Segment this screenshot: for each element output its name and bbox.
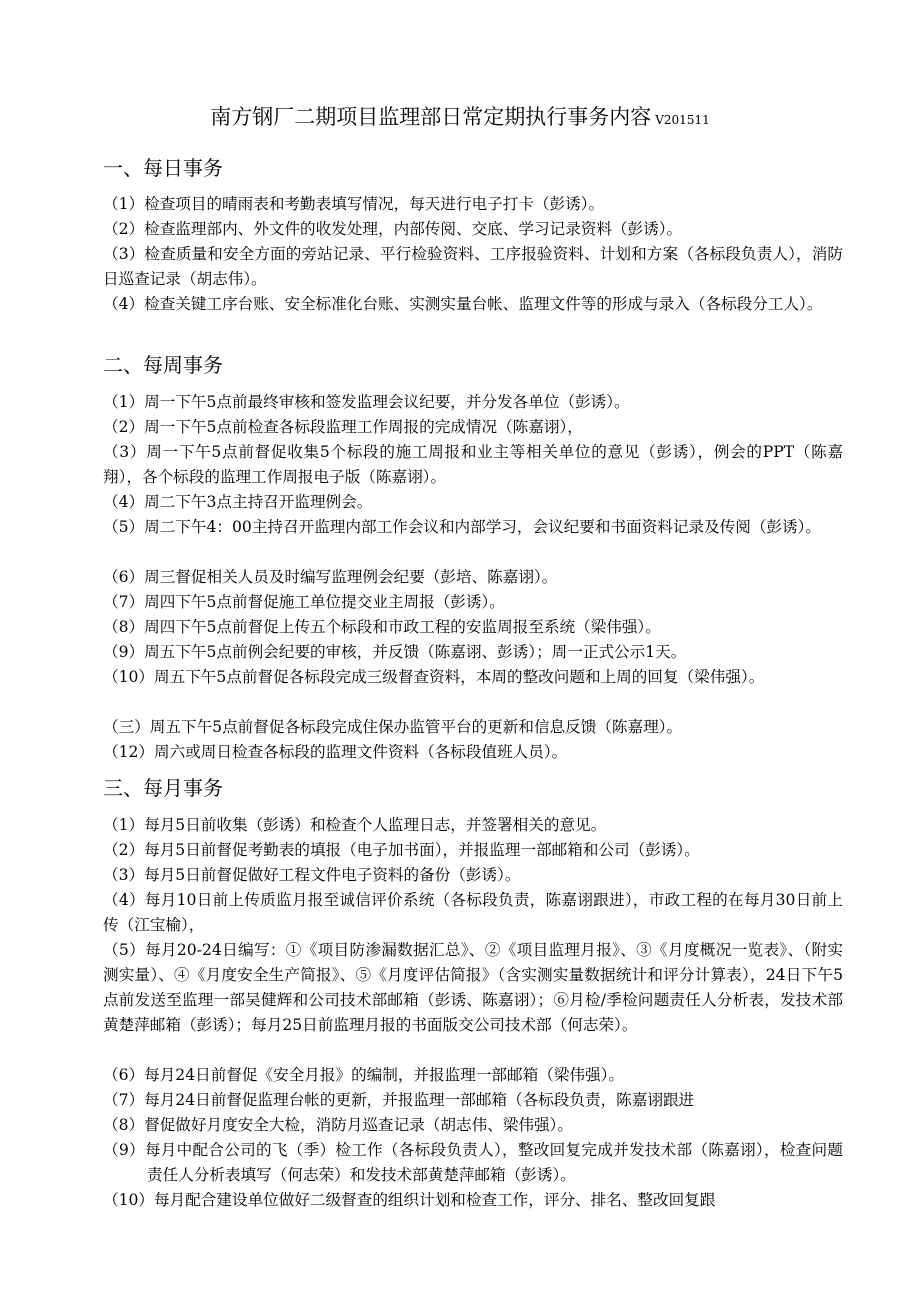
- monthly-item: （6）每月24日前督促《安全月报》的编制，并报监理一部邮箱（梁伟强）。: [103, 1066, 624, 1084]
- section-heading-daily: 一、每日事务: [103, 156, 223, 180]
- monthly-item: （10）每月配合建设单位做好二级督查的组织计划和检查工作，评分、排名、整改回复跟: [103, 1191, 716, 1209]
- weekly-item: （5）周二下午4：00主持召开监理内部工作会议和内部学习，会议纪要和书面资料记录及传阅（彭诱）。: [103, 518, 822, 536]
- version-label: V201511: [655, 113, 710, 127]
- weekly-item: （三）周五下午5点前督促各标段完成住保办监管平台的更新和信息反馈（陈嘉理）。: [103, 718, 683, 736]
- weekly-item: （4）周二下午3点主持召开监理例会。: [103, 493, 373, 511]
- daily-item: （1）检查项目的晴雨表和考勤表填写情况，每天进行电子打卡（彭诱）。: [103, 195, 605, 213]
- daily-item: （3）检查质量和安全方面的旁站记录、平行检验资料、工序报验资料、计划和方案（各标段负责人），消防日巡查记录（胡志伟）。: [103, 245, 843, 288]
- monthly-item: （7）每月24日前督促监理台帐的更新，并报监理一部邮箱（各标段负责，陈嘉诩跟进: [103, 1091, 695, 1109]
- weekly-item: （7）周四下午5点前督促施工单位提交业主周报（彭诱）。: [103, 593, 505, 611]
- section-heading-monthly: 三、每月事务: [103, 776, 223, 800]
- weekly-item: （2）周一下午5点前检查各标段监理工作周报的完成情况（陈嘉诩），: [103, 418, 583, 436]
- weekly-item: （6）周三督促相关人员及时编写监理例会纪要（彭培、陈嘉诩）。: [103, 568, 558, 586]
- daily-item: （2）检查监理部内、外文件的收发处理，内部传阅、交底、学习记录资料（彭诱）。: [103, 220, 683, 238]
- document-title: [0, 102, 920, 135]
- weekly-item: （9）周五下午5点前例会纪要的审核，并反馈（陈嘉诩、彭诱）；周一正式公示1天。: [103, 643, 687, 661]
- weekly-item: （8）周四下午5点前督促上传五个标段和市政工程的安监周报至系统（梁伟强）。: [103, 618, 661, 636]
- monthly-item: （9）每月中配合公司的飞（季）检工作（各标段负责人），整改回复完成并发技术部（陈嘉诩），检查问题责任人分析表填写（何志荣）和发技术部黄楚萍邮箱（彭诱）。: [103, 1141, 843, 1184]
- monthly-item: （2）每月5日前督促考勤表的填报（电子加书面），并报监理一部邮箱和公司（彭诱）。: [103, 841, 700, 859]
- monthly-item: （8）督促做好月度安全大检，消防月巡查记录（胡志伟、梁伟强）。: [103, 1116, 573, 1134]
- section-heading-weekly: 二、每周事务: [103, 353, 223, 377]
- weekly-item: （12）周六或周日检查各标段的监理文件资料（各标段值班人员）。: [103, 743, 568, 761]
- monthly-item: （1）每月5日前收集（彭诱）和检查个人监理日志，并签署相关的意见。: [103, 816, 607, 834]
- weekly-item: （3）周一下午5点前督促收集5个标段的施工周报和业主等相关单位的意见（彭诱），例会的PPT（陈嘉翔），各个标段的监理工作周报电子版（陈嘉诩）。: [103, 443, 843, 486]
- daily-item: （4）检查关键工序台账、安全标准化台账、实测实量台帐、监理文件等的形成与录入（各标段分工人）。: [103, 295, 823, 313]
- monthly-item: （3）每月5日前督促做好工程文件电子资料的备份（彭诱）。: [103, 866, 521, 884]
- monthly-item: （5）每月20-24日编写：①《项目防渗漏数据汇总》、②《项目监理月报》、③《月度概况一览表》、（附实测实量）、④《月度安全生产简报》、⑤《月度评估简报》（含实测实量数据统计和评分计算表），24日下午5点前发送至监理一部吴健辉和公司技术部邮箱（彭诱、陈嘉诩）；⑥月检/季检问题责任人分析表，发技术部黄楚萍邮箱（彭诱）；每月25日前监理月报的书面版交公司技术部（何志荣）。: [103, 941, 843, 1034]
- weekly-item: （10）周五下午5点前督促各标段完成三级督查资料，本周的整改问题和上周的回复（梁伟强）。: [103, 668, 765, 686]
- title-text: 南方钢厂二期项目监理部日常定期执行事务内容: [210, 105, 652, 129]
- weekly-item: （1）周一下午5点前最终审核和签发监理会议纪要，并分发各单位（彭诱）。: [103, 393, 630, 411]
- monthly-item: （4）每月10日前上传质监月报至诚信评价系统（各标段负责，陈嘉诩跟进），市政工程的在每月30日前上传（江宝榆），: [103, 891, 843, 934]
